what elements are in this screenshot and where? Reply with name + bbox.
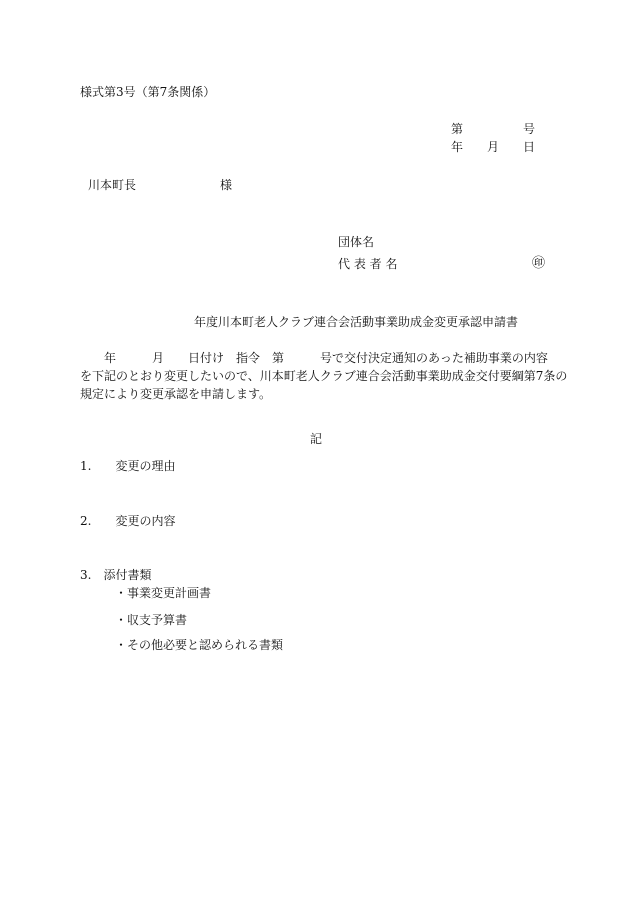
body-line: を下記のとおり変更したいので、川本町老人クラブ連合会活動事業助成金交付要綱第7条の	[80, 369, 568, 383]
body-paragraph	[80, 349, 568, 403]
ki-heading: 記	[310, 432, 323, 446]
document-number-row: 第 号	[451, 122, 536, 136]
body-line: 規定により変更承認を申請します。	[80, 387, 272, 401]
attachment-item: ・その他必要と認められる書類	[115, 638, 284, 652]
seal-mark: ㊞	[532, 256, 546, 271]
document-title: 年度川本町老人クラブ連合会活動事業助成金変更承認申請書	[194, 315, 519, 329]
body-line: 年 月 日付け 指令 第 号で交付決定通知のあった補助事業の内容	[80, 351, 548, 365]
item-attachments: 3. 添付書類	[80, 568, 152, 582]
form-number: 様式第3号（第7条関係）	[80, 85, 216, 99]
item-change-content: 2. 変更の内容	[80, 514, 176, 528]
item-change-reason: 1. 変更の理由	[80, 459, 176, 473]
date-row: 年 月 日	[451, 140, 536, 154]
organization-name-label: 団体名	[338, 235, 375, 249]
representative-name-label: 代 表 者 名	[338, 257, 398, 271]
addressee: 川本町長 様	[88, 178, 233, 192]
attachment-item: ・事業変更計画書	[115, 586, 212, 600]
attachment-item: ・収支予算書	[115, 613, 188, 627]
attachment-list	[115, 586, 284, 652]
